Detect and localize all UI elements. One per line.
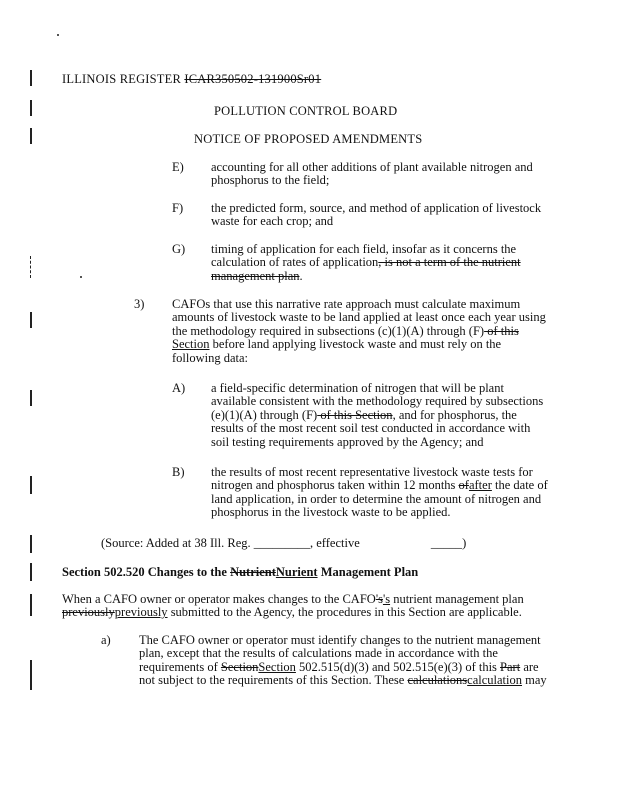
revision-bar <box>30 390 32 406</box>
inserted-text: calculation <box>467 673 523 688</box>
struck-text: 's <box>375 592 383 606</box>
item-a-upper-text: a field-specific determination of nitrogen that will be plant available consistent with the methodology required by subsections (e)(1)(A) through (F) of this Section, and for phosphorus, the results of the most recent soil test conducted in accordance with soil testing requirements approved by the Agency; and <box>211 381 544 449</box>
item-3-text: CAFOs that use this narrative rate approach must calculate maximum amounts of livestock waste to be land applied at least once each year using the methodology required in subsections (c)(1)(A) through (F) of this Section before land applying livestock waste and must rely on the following data: <box>172 297 546 365</box>
item-e-text: accounting for all other additions of plant available nitrogen and phosphorus to the field; <box>211 160 533 188</box>
item-g-text: timing of application for each field, insofar as it concerns the calculation of rates of application, is not a term of the nutrient management plan. <box>211 242 521 283</box>
struck-text: of <box>458 478 469 493</box>
revision-bar <box>30 660 32 690</box>
scan-speck <box>57 34 59 36</box>
inserted-text: previously <box>114 605 168 620</box>
struck-text: management plan <box>211 268 300 283</box>
struck-text: of this <box>484 323 519 338</box>
item-label-f: F) <box>172 201 184 215</box>
item-label-g: G) <box>172 242 186 256</box>
revision-bar <box>30 476 32 494</box>
item-label-a: a) <box>101 633 111 647</box>
revision-bar <box>30 594 32 616</box>
revision-bar <box>30 256 32 278</box>
struck-text: Part <box>500 659 521 674</box>
struck-text: calculations <box>407 673 468 688</box>
revision-bar <box>30 535 32 553</box>
struck-text: Nutrient <box>230 565 276 579</box>
register-header <box>62 72 321 87</box>
item-f-text: the predicted form, source, and method of application of livestock waste for each crop; and <box>211 201 542 229</box>
item-label-3: 3) <box>134 297 145 311</box>
board-name: POLLUTION CONTROL BOARD <box>214 104 398 118</box>
struck-text: of this Section <box>317 407 393 422</box>
notice-title: NOTICE OF PROPOSED AMENDMENTS <box>194 132 423 146</box>
item-label-b-upper: B) <box>172 465 185 479</box>
register-code-struck: ICAR350502-131900Sr01 <box>184 72 322 86</box>
source-note: (Source: Added at 38 Ill. Reg. _________, effective _____) <box>101 536 467 550</box>
section-heading: Section 502.520 Changes to the NutrientNurient Management Plan <box>62 565 419 579</box>
struck-text: Section <box>220 659 259 674</box>
inserted-text: Nurient <box>275 565 318 579</box>
revision-bar <box>30 563 32 581</box>
register-name: ILLINOIS REGISTER <box>62 72 182 86</box>
inserted-text: Section <box>172 337 210 352</box>
section-intro-paragraph: When a CAFO owner or operator makes changes to the CAFO's's nutrient management plan previouslypreviously submitted to the Agency, the procedures in this Section are applicable. <box>62 592 524 620</box>
revision-bar <box>30 128 32 144</box>
struck-text: previously <box>62 605 115 620</box>
item-a-text: The CAFO owner or operator must identify changes to the nutrient management plan, except that the results of calculations made in accordance with the requirements of SectionSection 502.515(d)(3) and 502.515(e)(3) of this Part are not subject to the requirements of this Section. These calculationscalculation may <box>139 633 547 688</box>
item-b-upper-text: the results of most recent representative livestock waste tests for nitrogen and phosphorus taken within 12 months ofafter the date of land application, in order to determine the amount of nitrogen and phosphorus in the livestock waste to be applied. <box>211 465 548 520</box>
revision-bar <box>30 312 32 328</box>
inserted-text: after <box>468 478 492 493</box>
inserted-text: Section <box>258 659 296 674</box>
item-label-a-upper: A) <box>172 381 186 395</box>
inserted-text: 's <box>382 592 391 606</box>
item-label-e: E) <box>172 160 184 174</box>
revision-bar <box>30 70 32 86</box>
scan-speck <box>80 276 82 278</box>
revision-bar <box>30 100 32 116</box>
struck-text: , is not a term of the nutrient <box>378 255 521 270</box>
